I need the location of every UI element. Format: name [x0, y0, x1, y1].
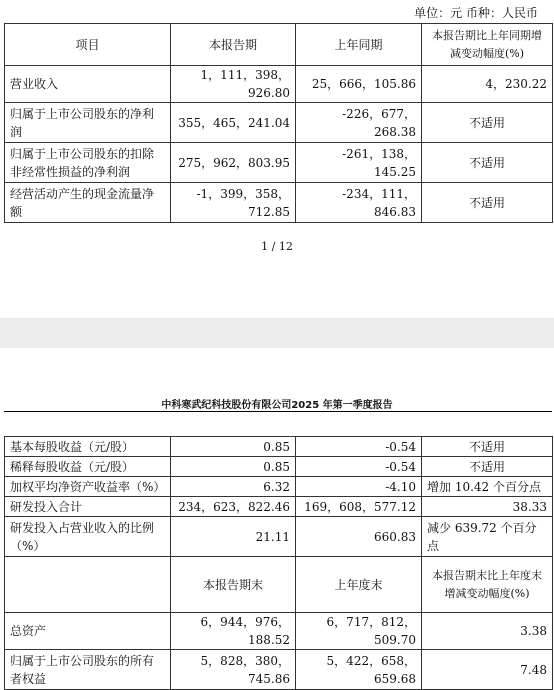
row-prior: 25，666，105.86 — [296, 66, 422, 103]
table-row — [5, 437, 553, 457]
subheader-period-end: 本报告期末 — [171, 557, 296, 613]
row-change: 减少 639.72 个百分点 — [422, 517, 553, 557]
row-current: -1，399，358，712.85 — [171, 183, 296, 223]
header-current-period: 本报告期 — [171, 24, 296, 66]
row-change: 增加 10.42 个百分点 — [422, 477, 553, 497]
row-prior: 660.83 — [296, 517, 422, 557]
header-prior-period: 上年同期 — [296, 24, 422, 66]
table-row — [5, 103, 553, 143]
row-current: 5，828，380，745.86 — [171, 650, 296, 690]
row-item: 归属于上市公司股东的扣除非经常性损益的净利润 — [5, 143, 171, 183]
row-current: 6.32 — [171, 477, 296, 497]
row-change: 7.48 — [422, 650, 553, 690]
title-divider — [4, 411, 552, 412]
row-item: 研发投入合计 — [5, 497, 171, 517]
row-prior: 169，608，577.12 — [296, 497, 422, 517]
header-change: 本报告期比上年同期增减变动幅度(%) — [422, 24, 553, 66]
row-prior: -4.10 — [296, 477, 422, 497]
table-subheader-row — [5, 557, 553, 613]
report-page-1 — [0, 0, 554, 318]
report-page-2 — [0, 348, 554, 685]
row-item: 研发投入占营业收入的比例（%） — [5, 517, 171, 557]
subheader-item — [5, 557, 171, 613]
row-current: 6，944，976，188.52 — [171, 613, 296, 650]
row-prior: -0.54 — [296, 437, 422, 457]
row-change: 不适用 — [422, 437, 553, 457]
subheader-change: 本报告期末比上年度末增减变动幅度(%) — [422, 557, 553, 613]
table-row — [5, 66, 553, 103]
table-row — [5, 143, 553, 183]
row-change: 不适用 — [422, 457, 553, 477]
report-title: 中科寒武纪科技股份有限公司2025 年第一季度报告 — [161, 400, 393, 411]
table-header-row — [5, 24, 553, 66]
subheader-prior-year-end: 上年度末 — [296, 557, 422, 613]
table-row — [5, 457, 553, 477]
row-current: 234，623，822.46 — [171, 497, 296, 517]
row-prior: 6，717，812，509.70 — [296, 613, 422, 650]
row-current: 0.85 — [171, 437, 296, 457]
row-prior: 5，422，658，659.68 — [296, 650, 422, 690]
row-current: 355，465，241.04 — [171, 103, 296, 143]
row-change: 4，230.22 — [422, 66, 553, 103]
row-prior: -234，111，846.83 — [296, 183, 422, 223]
row-prior: -261，138，145.25 — [296, 143, 422, 183]
row-current: 1，111，398，926.80 — [171, 66, 296, 103]
key-financials-table — [4, 23, 553, 223]
header-item: 项目 — [5, 24, 171, 66]
row-prior: -0.54 — [296, 457, 422, 477]
row-item: 加权平均净资产收益率（%） — [5, 477, 171, 497]
row-change: 不适用 — [422, 143, 553, 183]
row-change: 不适用 — [422, 103, 553, 143]
row-item: 营业收入 — [5, 66, 171, 103]
table-row — [5, 183, 553, 223]
row-item: 总资产 — [5, 613, 171, 650]
table-row — [5, 517, 553, 557]
row-item: 基本每股收益（元/股） — [5, 437, 171, 457]
unit-currency-note: 单位：元 币种：人民币 — [414, 6, 538, 20]
page-gap — [0, 318, 554, 348]
row-item: 归属于上市公司股东的所有者权益 — [5, 650, 171, 690]
row-current: 0.85 — [171, 457, 296, 477]
row-change: 3.38 — [422, 613, 553, 650]
row-change: 38.33 — [422, 497, 553, 517]
row-item: 经营活动产生的现金流量净额 — [5, 183, 171, 223]
per-share-and-rd-table — [4, 436, 553, 690]
table-row — [5, 613, 553, 650]
page-number: 1 / 12 — [261, 240, 293, 253]
table-row — [5, 650, 553, 690]
row-current: 275，962，803.95 — [171, 143, 296, 183]
row-change: 不适用 — [422, 183, 553, 223]
row-current: 21.11 — [171, 517, 296, 557]
row-item: 稀释每股收益（元/股） — [5, 457, 171, 477]
table-row — [5, 497, 553, 517]
table-row — [5, 477, 553, 497]
row-item: 归属于上市公司股东的净利润 — [5, 103, 171, 143]
row-prior: -226，677，268.38 — [296, 103, 422, 143]
